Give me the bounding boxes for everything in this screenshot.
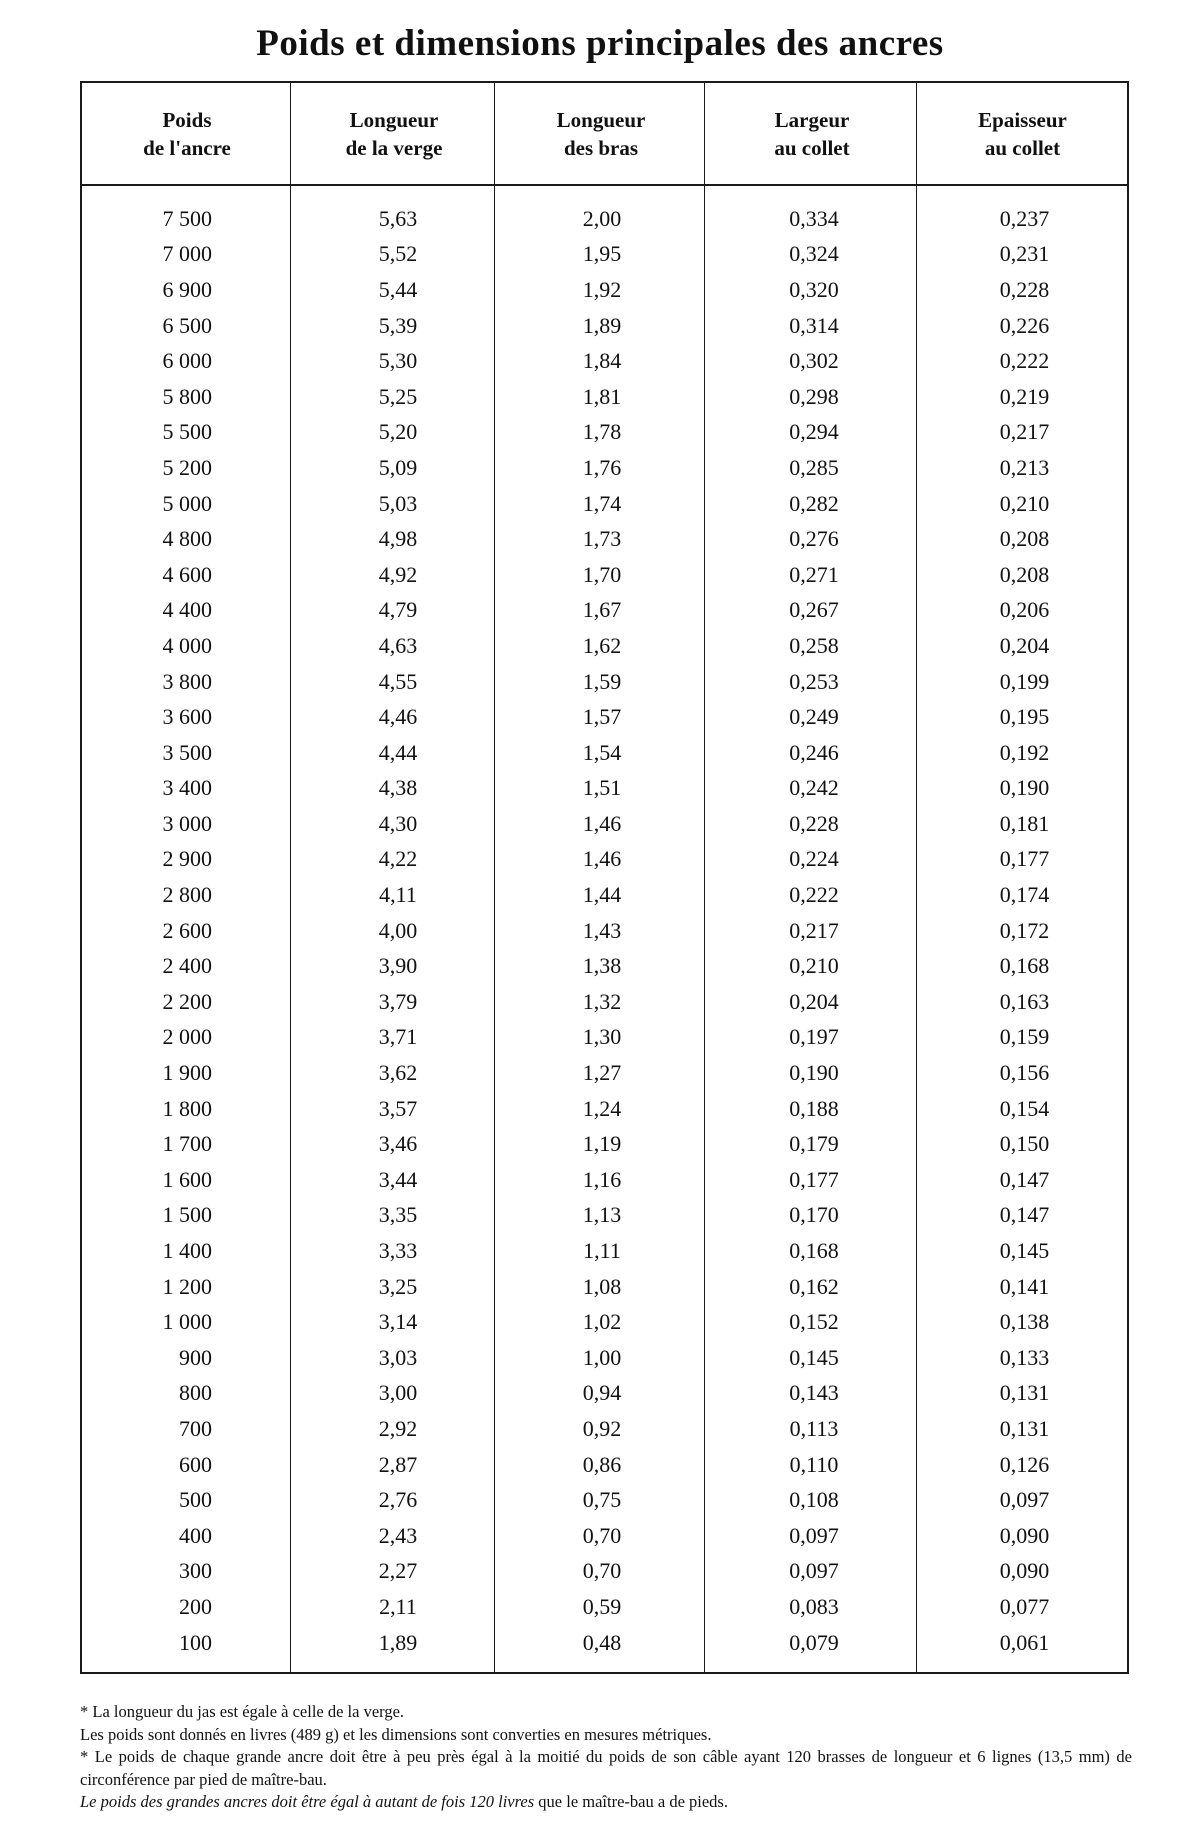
table-row	[82, 948, 1127, 984]
cell-largeur-collet: 0,162	[789, 1273, 839, 1299]
cell-poids: 5 500	[162, 419, 212, 445]
cell-poids: 1 800	[162, 1095, 212, 1121]
cell-epaisseur-collet: 0,195	[999, 704, 1050, 730]
cell-largeur-collet: 0,253	[789, 668, 839, 694]
cell-epaisseur-collet: 0,145	[999, 1238, 1050, 1264]
header-longueur-verge	[292, 83, 496, 184]
cell-epaisseur-collet: 0,199	[999, 668, 1050, 694]
anchor-table	[80, 81, 1129, 1674]
table-row	[82, 1091, 1127, 1127]
table-header	[82, 83, 1127, 186]
cell-longueur-verge: 5,52	[378, 241, 418, 267]
cell-longueur-verge: 5,03	[378, 490, 418, 516]
cell-largeur-collet: 0,294	[789, 419, 839, 445]
cell-poids: 6 500	[162, 312, 212, 338]
table-row	[82, 1482, 1127, 1518]
cell-poids: 4 400	[162, 597, 212, 623]
cell-longueur-verge: 2,11	[379, 1593, 417, 1619]
cell-longueur-bras: 1,95	[582, 241, 622, 267]
cell-largeur-collet: 0,282	[789, 490, 839, 516]
cell-poids: 600	[179, 1451, 212, 1477]
cell-longueur-bras: 1,51	[582, 775, 622, 801]
cell-longueur-bras: 1,67	[582, 597, 622, 623]
cell-largeur-collet: 0,228	[789, 810, 839, 836]
footnote-cable: * Le poids de chaque grande ancre doit être à peu près égal à la moitié du poids de son câble ayant 120 brasses de longueur et 6 lignes (13,5 mm) de circonférence par pied de maître-bau.	[80, 1747, 1132, 1789]
cell-epaisseur-collet: 0,141	[999, 1273, 1050, 1299]
cell-longueur-bras: 0,48	[582, 1629, 622, 1655]
cell-longueur-bras: 1,16	[582, 1166, 622, 1192]
cell-epaisseur-collet: 0,210	[999, 490, 1050, 516]
table-row	[82, 699, 1127, 735]
cell-largeur-collet: 0,276	[789, 526, 839, 552]
table-row	[82, 379, 1127, 415]
cell-poids: 2 400	[162, 953, 212, 979]
footnote-rule	[80, 1791, 1132, 1814]
cell-poids: 400	[179, 1522, 212, 1548]
table-row	[82, 664, 1127, 700]
table-row	[82, 771, 1127, 807]
cell-epaisseur-collet: 0,172	[999, 917, 1050, 943]
cell-longueur-bras: 1,46	[582, 810, 622, 836]
cell-epaisseur-collet: 0,163	[999, 988, 1050, 1014]
footnote-rule-regular: que le maître-bau a de pieds.	[534, 1792, 728, 1811]
cell-epaisseur-collet: 0,174	[999, 882, 1050, 908]
cell-longueur-verge: 3,03	[378, 1344, 418, 1370]
cell-largeur-collet: 0,246	[789, 739, 839, 765]
cell-longueur-verge: 4,00	[378, 917, 418, 943]
cell-epaisseur-collet: 0,077	[999, 1593, 1050, 1619]
cell-longueur-verge: 4,22	[378, 846, 418, 872]
table-row	[82, 877, 1127, 913]
cell-poids: 100	[179, 1629, 212, 1655]
header-epaisseur-collet	[918, 83, 1127, 184]
table-row	[82, 1055, 1127, 1091]
cell-epaisseur-collet: 0,190	[999, 775, 1050, 801]
cell-poids: 300	[179, 1558, 212, 1584]
cell-longueur-verge: 5,09	[378, 454, 418, 480]
cell-longueur-bras: 1,00	[582, 1344, 622, 1370]
table-row	[82, 343, 1127, 379]
cell-longueur-bras: 1,62	[582, 632, 622, 658]
cell-poids: 5 800	[162, 383, 212, 409]
cell-largeur-collet: 0,258	[789, 632, 839, 658]
cell-longueur-verge: 3,79	[378, 988, 418, 1014]
table-row	[82, 984, 1127, 1020]
cell-epaisseur-collet: 0,131	[999, 1380, 1050, 1406]
table-row	[82, 1162, 1127, 1198]
cell-poids: 3 800	[162, 668, 212, 694]
cell-largeur-collet: 0,168	[789, 1238, 839, 1264]
table-row	[82, 308, 1127, 344]
cell-longueur-verge: 3,00	[378, 1380, 418, 1406]
cell-longueur-bras: 0,59	[582, 1593, 622, 1619]
cell-poids: 6 000	[162, 348, 212, 374]
cell-longueur-bras: 1,24	[582, 1095, 622, 1121]
table-row	[82, 557, 1127, 593]
table-row	[82, 806, 1127, 842]
cell-longueur-bras: 0,75	[582, 1487, 622, 1513]
table-row	[82, 201, 1127, 237]
table-row	[82, 735, 1127, 771]
table-row	[82, 521, 1127, 557]
cell-longueur-verge: 5,39	[378, 312, 418, 338]
header-line: au collet	[984, 135, 1061, 160]
header-longueur-bras	[496, 83, 706, 184]
cell-poids: 1 200	[162, 1273, 212, 1299]
footnote-rule-italic: Le poids des grandes ancres doit être égal à autant de fois 120 livres	[80, 1792, 535, 1811]
cell-epaisseur-collet: 0,231	[999, 241, 1050, 267]
cell-largeur-collet: 0,197	[789, 1024, 839, 1050]
cell-longueur-verge: 4,38	[378, 775, 418, 801]
cell-longueur-verge: 4,44	[378, 739, 418, 765]
cell-longueur-verge: 5,25	[378, 383, 418, 409]
table-row	[82, 415, 1127, 451]
table-row	[82, 1269, 1127, 1305]
cell-poids: 4 600	[162, 561, 212, 587]
cell-largeur-collet: 0,298	[789, 383, 839, 409]
cell-poids: 2 800	[162, 882, 212, 908]
table-row	[82, 1411, 1127, 1447]
cell-largeur-collet: 0,334	[789, 205, 839, 231]
table-row	[82, 450, 1127, 486]
cell-largeur-collet: 0,110	[789, 1451, 839, 1477]
cell-longueur-bras: 1,73	[582, 526, 622, 552]
cell-largeur-collet: 0,188	[789, 1095, 839, 1121]
cell-longueur-bras: 1,08	[582, 1273, 622, 1299]
cell-largeur-collet: 0,145	[789, 1344, 839, 1370]
cell-longueur-bras: 1,78	[582, 419, 622, 445]
table-row	[82, 842, 1127, 878]
cell-epaisseur-collet: 0,237	[999, 205, 1050, 231]
cell-largeur-collet: 0,143	[789, 1380, 839, 1406]
cell-longueur-verge: 3,46	[378, 1131, 418, 1157]
cell-longueur-bras: 1,74	[582, 490, 622, 516]
footnote-jas: * La longueur du jas est égale à celle de la verge.	[80, 1702, 405, 1721]
cell-longueur-bras: 1,70	[582, 561, 622, 587]
table-row	[82, 1589, 1127, 1625]
cell-epaisseur-collet: 0,177	[999, 846, 1050, 872]
cell-longueur-verge: 3,25	[378, 1273, 418, 1299]
cell-largeur-collet: 0,285	[789, 454, 839, 480]
cell-longueur-bras: 1,11	[583, 1238, 621, 1264]
page-title: Poids et dimensions principales des ancres	[256, 23, 944, 64]
cell-longueur-bras: 1,54	[582, 739, 622, 765]
cell-longueur-bras: 1,76	[582, 454, 622, 480]
cell-poids: 2 200	[162, 988, 212, 1014]
cell-largeur-collet: 0,224	[789, 846, 839, 872]
cell-longueur-verge: 5,30	[378, 348, 418, 374]
cell-largeur-collet: 0,320	[789, 276, 839, 302]
cell-poids: 6 900	[162, 276, 212, 302]
cell-longueur-bras: 1,13	[582, 1202, 622, 1228]
cell-epaisseur-collet: 0,213	[999, 454, 1050, 480]
cell-epaisseur-collet: 0,217	[999, 419, 1050, 445]
cell-epaisseur-collet: 0,147	[999, 1166, 1050, 1192]
cell-largeur-collet: 0,210	[789, 953, 839, 979]
cell-longueur-verge: 3,57	[378, 1095, 418, 1121]
cell-largeur-collet: 0,271	[789, 561, 839, 587]
header-line: Longueur	[349, 107, 439, 132]
header-line: Poids	[162, 107, 212, 132]
header-line: Longueur	[556, 107, 646, 132]
cell-longueur-verge: 5,20	[378, 419, 418, 445]
cell-epaisseur-collet: 0,159	[999, 1024, 1050, 1050]
cell-largeur-collet: 0,177	[789, 1166, 839, 1192]
cell-epaisseur-collet: 0,226	[999, 312, 1050, 338]
cell-largeur-collet: 0,314	[789, 312, 839, 338]
cell-largeur-collet: 0,079	[789, 1629, 839, 1655]
header-poids	[82, 83, 292, 184]
cell-longueur-bras: 1,46	[582, 846, 622, 872]
cell-poids: 3 000	[162, 810, 212, 836]
cell-largeur-collet: 0,302	[789, 348, 839, 374]
cell-epaisseur-collet: 0,168	[999, 953, 1050, 979]
cell-largeur-collet: 0,108	[789, 1487, 839, 1513]
cell-poids: 3 400	[162, 775, 212, 801]
table-row	[82, 1625, 1127, 1661]
cell-largeur-collet: 0,097	[789, 1558, 839, 1584]
cell-largeur-collet: 0,249	[789, 704, 839, 730]
cell-longueur-verge: 4,30	[378, 810, 418, 836]
cell-longueur-bras: 1,19	[582, 1131, 622, 1157]
cell-longueur-bras: 1,84	[582, 348, 622, 374]
cell-longueur-bras: 2,00	[582, 205, 622, 231]
cell-longueur-verge: 5,63	[378, 205, 418, 231]
cell-epaisseur-collet: 0,131	[999, 1415, 1050, 1441]
cell-epaisseur-collet: 0,228	[999, 276, 1050, 302]
header-line: de l'ancre	[143, 135, 231, 160]
cell-poids: 200	[179, 1593, 212, 1619]
cell-longueur-verge: 3,71	[378, 1024, 418, 1050]
cell-epaisseur-collet: 0,204	[999, 632, 1050, 658]
table-row	[82, 272, 1127, 308]
cell-longueur-verge: 1,89	[378, 1629, 418, 1655]
cell-poids: 7 000	[162, 241, 212, 267]
cell-epaisseur-collet: 0,090	[999, 1558, 1050, 1584]
cell-longueur-verge: 3,90	[378, 953, 418, 979]
cell-poids: 2 600	[162, 917, 212, 943]
table-row	[82, 628, 1127, 664]
cell-epaisseur-collet: 0,181	[999, 810, 1050, 836]
cell-poids: 4 000	[162, 632, 212, 658]
cell-largeur-collet: 0,242	[789, 775, 839, 801]
table-row	[82, 1304, 1127, 1340]
cell-largeur-collet: 0,217	[789, 917, 839, 943]
cell-epaisseur-collet: 0,222	[999, 348, 1050, 374]
cell-poids: 2 900	[162, 846, 212, 872]
cell-largeur-collet: 0,113	[789, 1415, 839, 1441]
cell-epaisseur-collet: 0,156	[999, 1060, 1050, 1086]
table-body	[82, 201, 1127, 1660]
cell-epaisseur-collet: 0,208	[999, 526, 1050, 552]
cell-longueur-verge: 2,92	[378, 1415, 418, 1441]
cell-largeur-collet: 0,267	[789, 597, 839, 623]
header-largeur-collet	[706, 83, 918, 184]
cell-longueur-bras: 0,70	[582, 1522, 622, 1548]
table-row	[82, 1554, 1127, 1590]
cell-largeur-collet: 0,190	[789, 1060, 839, 1086]
cell-longueur-bras: 1,57	[582, 704, 622, 730]
cell-longueur-verge: 4,79	[378, 597, 418, 623]
cell-longueur-verge: 4,55	[378, 668, 418, 694]
cell-epaisseur-collet: 0,061	[999, 1629, 1050, 1655]
cell-epaisseur-collet: 0,219	[999, 383, 1050, 409]
cell-poids: 500	[179, 1487, 212, 1513]
cell-longueur-bras: 1,32	[582, 988, 622, 1014]
cell-epaisseur-collet: 0,138	[999, 1309, 1050, 1335]
cell-largeur-collet: 0,097	[789, 1522, 839, 1548]
cell-longueur-bras: 1,44	[582, 882, 622, 908]
cell-epaisseur-collet: 0,192	[999, 739, 1050, 765]
cell-epaisseur-collet: 0,090	[999, 1522, 1050, 1548]
cell-poids: 7 500	[162, 205, 212, 231]
footnotes	[80, 1701, 1132, 1814]
table-row	[82, 1340, 1127, 1376]
cell-poids: 900	[179, 1344, 212, 1370]
cell-poids: 700	[179, 1415, 212, 1441]
cell-poids: 3 600	[162, 704, 212, 730]
cell-longueur-verge: 2,87	[378, 1451, 418, 1477]
cell-longueur-bras: 1,30	[582, 1024, 622, 1050]
cell-largeur-collet: 0,152	[789, 1309, 839, 1335]
cell-longueur-verge: 3,14	[378, 1309, 418, 1335]
cell-poids: 4 800	[162, 526, 212, 552]
cell-longueur-verge: 4,11	[379, 882, 417, 908]
cell-longueur-verge: 4,46	[378, 704, 418, 730]
cell-poids: 5 000	[162, 490, 212, 516]
cell-largeur-collet: 0,170	[789, 1202, 839, 1228]
table-row	[82, 1020, 1127, 1056]
cell-longueur-bras: 1,02	[582, 1309, 622, 1335]
cell-longueur-verge: 2,27	[378, 1558, 418, 1584]
cell-longueur-bras: 0,70	[582, 1558, 622, 1584]
cell-longueur-verge: 3,44	[378, 1166, 418, 1192]
cell-longueur-bras: 1,43	[582, 917, 622, 943]
cell-poids: 1 400	[162, 1238, 212, 1264]
header-line: Epaisseur	[978, 107, 1067, 132]
header-line: de la verge	[345, 135, 443, 160]
cell-poids: 5 200	[162, 454, 212, 480]
cell-longueur-bras: 1,92	[582, 276, 622, 302]
cell-poids: 2 000	[162, 1024, 212, 1050]
table-row	[82, 1518, 1127, 1554]
table-row	[82, 486, 1127, 522]
cell-epaisseur-collet: 0,133	[999, 1344, 1050, 1370]
cell-longueur-bras: 1,27	[582, 1060, 622, 1086]
cell-largeur-collet: 0,204	[789, 988, 839, 1014]
cell-epaisseur-collet: 0,126	[999, 1451, 1050, 1477]
cell-longueur-verge: 2,43	[378, 1522, 418, 1548]
cell-largeur-collet: 0,083	[789, 1593, 839, 1619]
cell-epaisseur-collet: 0,208	[999, 561, 1050, 587]
table-row	[82, 913, 1127, 949]
cell-longueur-bras: 0,86	[582, 1451, 622, 1477]
table-row	[82, 1198, 1127, 1234]
cell-epaisseur-collet: 0,097	[999, 1487, 1050, 1513]
cell-longueur-verge: 3,33	[378, 1238, 418, 1264]
header-line: des bras	[563, 135, 639, 160]
cell-longueur-verge: 4,98	[378, 526, 418, 552]
table-row	[82, 593, 1127, 629]
cell-poids: 1 500	[162, 1202, 212, 1228]
cell-poids: 800	[179, 1380, 212, 1406]
cell-longueur-bras: 1,38	[582, 953, 622, 979]
cell-largeur-collet: 0,222	[789, 882, 839, 908]
footnote-units: Les poids sont donnés en livres (489 g) et les dimensions sont converties en mesures métriques.	[80, 1724, 712, 1744]
cell-longueur-verge: 3,62	[378, 1060, 418, 1086]
cell-longueur-verge: 3,35	[378, 1202, 418, 1228]
table-row	[82, 237, 1127, 273]
cell-largeur-collet: 0,179	[789, 1131, 839, 1157]
header-line: Largeur	[774, 107, 850, 132]
cell-longueur-bras: 1,59	[582, 668, 622, 694]
cell-longueur-bras: 0,94	[582, 1380, 622, 1406]
cell-longueur-verge: 4,92	[378, 561, 418, 587]
cell-largeur-collet: 0,324	[789, 241, 839, 267]
header-line: au collet	[774, 135, 850, 160]
cell-longueur-bras: 1,89	[582, 312, 622, 338]
cell-poids: 1 700	[162, 1131, 212, 1157]
cell-poids: 3 500	[162, 739, 212, 765]
cell-epaisseur-collet: 0,206	[999, 597, 1050, 623]
cell-longueur-bras: 0,92	[582, 1415, 622, 1441]
table-row	[82, 1126, 1127, 1162]
cell-epaisseur-collet: 0,147	[999, 1202, 1050, 1228]
cell-poids: 1 000	[162, 1309, 212, 1335]
cell-poids: 1 900	[162, 1060, 212, 1086]
cell-longueur-bras: 1,81	[582, 383, 622, 409]
table-row	[82, 1233, 1127, 1269]
cell-epaisseur-collet: 0,150	[999, 1131, 1050, 1157]
cell-poids: 1 600	[162, 1166, 212, 1192]
cell-longueur-verge: 2,76	[378, 1487, 418, 1513]
cell-longueur-verge: 5,44	[378, 276, 418, 302]
cell-longueur-verge: 4,63	[378, 632, 418, 658]
table-row	[82, 1447, 1127, 1483]
cell-epaisseur-collet: 0,154	[999, 1095, 1050, 1121]
table-row	[82, 1376, 1127, 1412]
